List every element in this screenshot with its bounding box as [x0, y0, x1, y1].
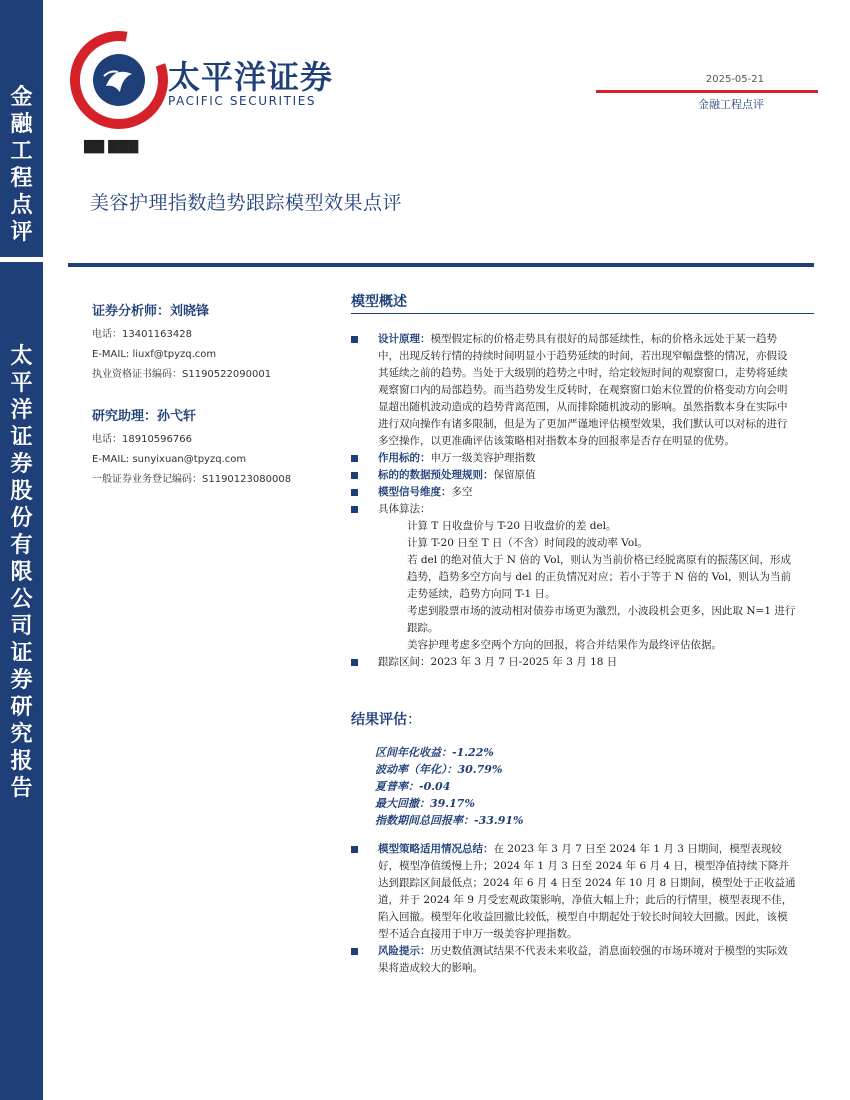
summary-text: 在 2023 年 3 月 7 日至 2024 年 1 月 3 日期间，模型表现较好，模型净值缓慢上升；2024 年 1 月 3 日至 2024 年 6 月 4 日，模型净值持续下降并达到跟踪区间最低点；2024 年 6 月 4 日至 2024 年 10 月 8 日期间，模型处于正收益通道，并于 2024 年 9 月受宏观政策影响，净值大幅上升；此后的行情里，模型表现不佳，陷入回撤。模型年化收益回撤比较低，模型自中期起处于较长时间较大回撤。因此，该模型不适合直接用于申万一级美容护理指数。 — [378, 843, 796, 940]
list-item — [351, 943, 797, 977]
tracking-range: 跟踪区间：2023 年 3 月 7 日-2025 年 3 月 18 日 — [378, 656, 618, 668]
sidebar-company-label: 太 平 洋 证 券 股 份 有 限 公 司 证 券 研 究 报 告 — [10, 344, 33, 801]
square-bullet-icon — [351, 455, 358, 462]
analyst-phone: 电话：13401163428 — [92, 329, 192, 340]
algo-step: 计算 T 日收盘价与 T-20 日收盘价的差 del。 — [407, 520, 617, 532]
assistant-phone: 电话：18910596766 — [92, 434, 192, 445]
square-bullet-icon — [351, 948, 358, 955]
analyst-name: 证券分析师：刘晓锋 — [92, 304, 210, 319]
brand-name-cn: 太平洋证券 — [168, 58, 334, 96]
model-overview-heading: 模型概述 — [351, 294, 407, 310]
algo-step: 考虑到股票市场的波动相对债券市场更为激烈，小波段机会更多，因此取 N=1 进行跟踪。 — [407, 605, 796, 634]
volatility: 波动率（年化）：30.79% — [375, 763, 503, 776]
analyst-card — [92, 300, 271, 385]
analyst-email[interactable]: E-MAIL: liuxf@tpyzq.com — [92, 349, 217, 360]
header-red-line — [596, 90, 818, 93]
report-category: 金融工程点评 — [698, 98, 764, 111]
sidebar-divider — [0, 257, 43, 262]
signal-label: 模型信号维度： — [378, 486, 452, 498]
risk-text: 历史数值测试结果不代表未来收益，消息面较强的市场环境对于模型的实际效果将造成较大的影响。 — [378, 945, 788, 974]
target-text: 申万一级美容护理指数 — [430, 452, 536, 464]
assistant-name: 研究助理：孙弋轩 — [92, 409, 197, 424]
model-overview-body — [351, 331, 797, 671]
assistant-cert: 一般证券业务登记编码：S1190123080008 — [92, 474, 292, 485]
results-heading-text: 结果评估 — [351, 712, 407, 728]
algo-step: 美容护理考虑多空两个方向的回报，将合并结果作为最终评估依据。 — [407, 639, 722, 651]
list-item — [351, 501, 797, 518]
square-bullet-icon — [351, 489, 358, 496]
clipped-header-text: ▇▇ ▇▇▇ — [84, 139, 139, 154]
brand-name-en: PACIFIC SECURITIES — [168, 94, 317, 108]
left-sidebar — [0, 0, 43, 1100]
preprocess-text: 保留原值 — [493, 469, 536, 481]
list-item — [351, 654, 797, 671]
square-bullet-icon — [351, 336, 358, 343]
analyst-cert: 执业资格证书编码：S1190522090001 — [92, 369, 272, 380]
square-bullet-icon — [351, 472, 358, 479]
list-item — [351, 841, 797, 943]
report-date: 2025-05-21 — [705, 74, 764, 85]
sidebar-category-label: 金 融 工 程 点 评 — [10, 85, 33, 245]
algo-step: 若 del 的绝对值大于 N 倍的 Vol，则认为当前价格已经脱离原有的振荡区间，形成趋势，趋势多空方向与 del 的正负情况对应；若小于等于 N 倍的 Vol，则认为当前走势延续，趋势方向同 T-1 日。 — [407, 554, 791, 600]
square-bullet-icon — [351, 846, 358, 853]
square-bullet-icon — [351, 506, 358, 513]
sharpe-ratio: 夏普率：-0.04 — [375, 780, 451, 793]
list-item — [351, 467, 797, 484]
list-item — [351, 484, 797, 501]
target-label: 作用标的： — [378, 452, 431, 464]
results-heading-colon: ： — [407, 712, 421, 728]
report-title: 美容护理指数趋势跟踪模型效果点评 — [90, 192, 403, 214]
design-label: 设计原理： — [378, 333, 431, 345]
title-divider — [68, 263, 814, 267]
list-item — [351, 331, 797, 450]
algo-label: 具体算法： — [378, 503, 431, 515]
results-metrics — [375, 744, 523, 829]
summary-body — [351, 841, 797, 977]
preprocess-label: 标的的数据预处理规则： — [378, 469, 494, 481]
algo-step: 计算 T-20 日至 T 日（不含）时间段的波动率 Vol。 — [407, 537, 649, 549]
index-total-return: 指数期间总回报率：-33.91% — [375, 814, 524, 827]
assistant-email[interactable]: E-MAIL: sunyixuan@tpyzq.com — [92, 454, 247, 465]
summary-label: 模型策略适用情况总结： — [378, 843, 494, 855]
max-drawdown: 最大回撤：39.17% — [375, 797, 475, 810]
square-bullet-icon — [351, 659, 358, 666]
section-rule — [351, 313, 814, 314]
results-heading — [351, 709, 421, 729]
annual-return: 区间年化收益：-1.22% — [375, 746, 494, 759]
design-text: 模型假定标的价格走势具有很好的局部延续性，标的价格永远处于某一趋势中，出现反转行情的持续时间明显小于趋势延续的时间，若出现窄幅盘整的情况，亦假设其延续之前的趋势。当处于大级别的趋势之中时，给定较短时间的观察窗口，走势将延续观察窗口内的局部趋势。而当趋势发生反转时，在观察窗口始末位置的价格变动方向会明显超出随机波动造成的趋势背离范围，从而排除随机波动的影响。虽然指数本身在实际中进行双向操作有诸多限制，但是为了更加严谨地评估模型效果，我们默认可以对标的进行多空操作，以更准确评估该策略相对指数本身的回报率是否存在明显的优势。 — [378, 333, 788, 447]
risk-label: 风险提示： — [378, 945, 431, 957]
list-item — [351, 450, 797, 467]
assistant-card — [92, 405, 291, 490]
signal-text: 多空 — [451, 486, 473, 498]
